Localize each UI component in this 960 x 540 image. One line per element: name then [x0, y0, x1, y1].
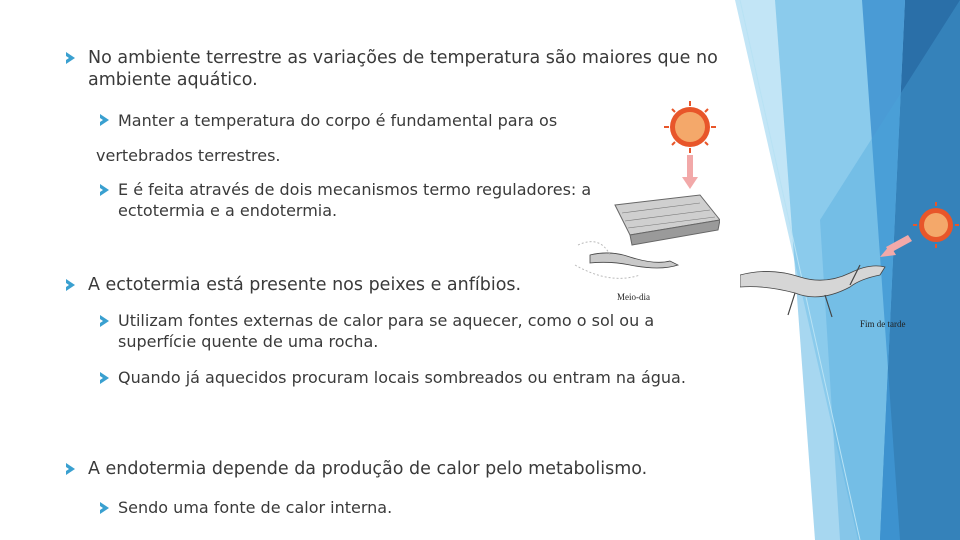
- bullet-text-continuation: vertebrados terrestres.: [96, 146, 281, 165]
- bullet-arrow-icon: [100, 315, 109, 327]
- heat-arrow-icon: [880, 235, 912, 257]
- bullet-arrow-icon: [100, 502, 109, 514]
- evening-illustration: [740, 195, 960, 345]
- bullet-arrow-icon: [100, 372, 109, 384]
- heat-arrow-icon: [682, 155, 698, 189]
- sun-icon: [913, 202, 959, 248]
- bullet-text: Manter a temperatura do corpo é fundamental para os: [118, 111, 558, 130]
- bullet-text: E é feita através de dois mecanismos termo reguladores: a ectotermia e a endotermia.: [118, 180, 592, 220]
- midday-illustration: [570, 95, 720, 295]
- rock-icon: [615, 195, 720, 245]
- caption-midday: Meio-dia: [617, 292, 650, 302]
- lizard-icon: [740, 265, 885, 317]
- bullet-text: Utilizam fontes externas de calor para se aquecer, como o sol ou a superfície quente de uma rocha.: [118, 311, 655, 351]
- sun-icon: [664, 101, 716, 153]
- bullet-arrow-icon: [100, 114, 109, 126]
- bullet-text: A ectotermia está presente nos peixes e anfíbios.: [88, 275, 522, 295]
- bullet-arrow-icon: [66, 463, 75, 475]
- bullet-arrow-icon: [66, 279, 75, 291]
- bullet-arrow-icon: [66, 52, 75, 64]
- bullet-text: A endotermia depende da produção de calor pelo metabolismo.: [88, 459, 648, 479]
- caption-evening: Fim de tarde: [860, 319, 906, 329]
- lizard-icon: [590, 253, 678, 268]
- bullet-text: Sendo uma fonte de calor interna.: [118, 498, 393, 517]
- bullet-text: No ambiente terrestre as variações de temperatura são maiores que no ambiente aquático.: [88, 48, 718, 90]
- bullet-text: Quando já aquecidos procuram locais sombreados ou entram na água.: [118, 368, 686, 387]
- bullet-arrow-icon: [100, 184, 109, 196]
